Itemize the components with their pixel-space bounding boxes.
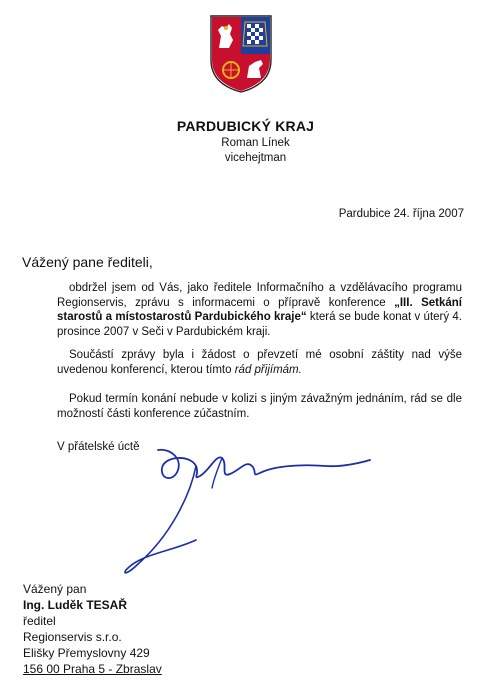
paragraph-text: Součástí zprávy byla i žádost o převzetí mé osobní záštity nad výše uvedenou konferencí, kterou tímto (57, 349, 462, 376)
paragraph-text: která se bude konat v úterý 4. prosince 2007 v Seči v Pardubickém kraji. (57, 311, 462, 338)
coat-of-arms-icon (209, 14, 273, 94)
paragraph-conference-info (57, 281, 462, 339)
closing-phrase: V přátelské úctě (57, 441, 140, 453)
signatory-title: vicehejtman (224, 152, 287, 164)
recipient-name: Ing. Luděk TESAŘ (23, 598, 128, 612)
place-date: Pardubice 24. října 2007 (338, 208, 464, 220)
salutation: Vážený pane řediteli, (22, 254, 153, 270)
paragraph-patronage (57, 348, 462, 377)
recipient-city: 156 00 Praha 5 - Zbraslav (23, 662, 162, 676)
recipient-greeting: Vážený pan (23, 582, 87, 596)
recipient-company: Regionservis s.r.o. (23, 630, 122, 644)
paragraph-text: obdržel jsem od Vás, jako ředitele Informačního a vzdělávacího programu Regionservis, zprávu s informacemi o přípravě konference (57, 282, 462, 309)
recipient-street: Elišky Přemyslovny 429 (23, 646, 150, 660)
issuer-name: PARDUBICKÝ KRAJ (176, 118, 315, 134)
handwritten-signature (100, 444, 380, 594)
acceptance-phrase: rád přijímám. (234, 363, 302, 376)
signatory-name: Roman Línek (221, 137, 290, 149)
recipient-position: ředitel (23, 614, 56, 628)
conference-title: „III. Setkání starostů a místostarostů Pardubického kraje“ (57, 296, 462, 323)
paragraph-attendance: Pokud termín konání nebude v kolizi s jiným závažným jednáním, rád se dle možností části konference zúčastním. (57, 393, 462, 420)
